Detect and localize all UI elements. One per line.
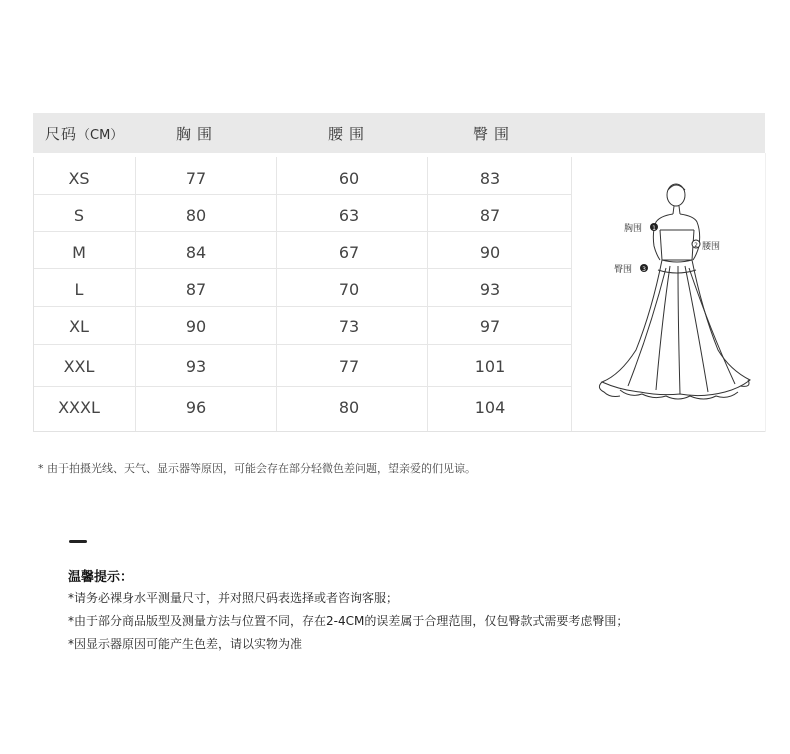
table-cell-waist: 73 <box>338 317 360 336</box>
table-cell-chest: 87 <box>185 280 207 299</box>
table-cell-chest: 84 <box>185 243 207 262</box>
table-cell-hip: 90 <box>479 243 501 262</box>
header-size: 尺码（CM） <box>45 125 124 143</box>
tips-title: 温馨提示： <box>68 570 134 585</box>
table-cell-chest: 93 <box>185 357 207 376</box>
table-bottom-border <box>33 431 765 432</box>
table-cell-size: XXL <box>63 357 95 376</box>
table-cell-hip: 97 <box>479 317 501 336</box>
table-cell-size: XL <box>69 317 89 336</box>
table-cell-size: L <box>74 280 84 299</box>
figure-label-hip: 臀围 <box>614 265 633 275</box>
table-cell-size: S <box>73 206 85 225</box>
header-waist: 腰围 <box>328 125 371 143</box>
size-table-header <box>33 113 765 153</box>
table-cell-hip: 83 <box>479 169 501 188</box>
table-cell-chest: 90 <box>185 317 207 336</box>
table-cell-waist: 70 <box>338 280 360 299</box>
table-cell-hip: 104 <box>474 398 506 417</box>
table-cell-hip: 87 <box>479 206 501 225</box>
table-cell-waist: 67 <box>338 243 360 262</box>
svg-text:1: 1 <box>652 225 656 232</box>
tip-item: *因显示器原因可能产生色差，请以实物为准 <box>68 637 303 651</box>
table-cell-hip: 93 <box>479 280 501 299</box>
table-right-border <box>765 153 766 432</box>
table-cell-chest: 80 <box>185 206 207 225</box>
tip-item: *请务必裸身水平测量尺寸，并对照尺码表选择或者咨询客服； <box>68 591 399 605</box>
svg-text:2: 2 <box>694 242 698 249</box>
header-chest: 胸围 <box>176 125 219 143</box>
header-hip: 臀围 <box>473 125 516 143</box>
table-cell-size: XS <box>68 169 90 188</box>
table-cell-size: XXXL <box>58 398 100 417</box>
table-cell-waist: 63 <box>338 206 360 225</box>
table-cell-chest: 77 <box>185 169 207 188</box>
size-table <box>33 157 572 432</box>
table-cell-waist: 80 <box>338 398 360 417</box>
figure-label-waist: 腰围 <box>702 242 721 252</box>
dress-sketch-icon <box>590 170 762 415</box>
table-cell-size: M <box>72 243 86 262</box>
color-disclaimer: * 由于拍摄光线、天气、显示器等原因，可能会存在部分轻微色差问题，望亲爱的们见谅。 <box>38 462 476 475</box>
tip-item: *由于部分商品版型及测量方法与位置不同，存在2-4CM的误差属于合理范围，仅包臀款式需要考虑臀围； <box>68 614 629 628</box>
section-dash-icon <box>69 540 87 543</box>
table-cell-waist: 60 <box>338 169 360 188</box>
table-cell-waist: 77 <box>338 357 360 376</box>
dress-measurement-figure <box>590 170 762 415</box>
table-cell-chest: 96 <box>185 398 207 417</box>
figure-label-chest: 胸围 <box>624 224 643 234</box>
table-cell-hip: 101 <box>474 357 506 376</box>
svg-text:3: 3 <box>642 266 646 273</box>
